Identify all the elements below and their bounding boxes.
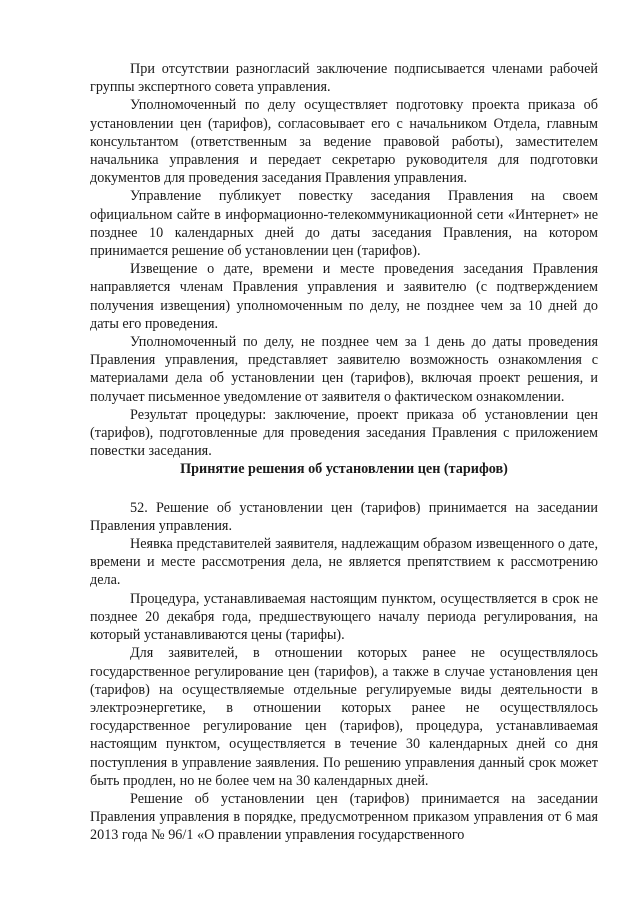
paragraph: Решение об установлении цен (тарифов) принимается на заседании Правления управления в порядке, предусмотренном приказом управления от 6 мая 2013 года № 96/1 «О правлении управления государственного: [90, 790, 598, 844]
paragraph: Уполномоченный по делу осуществляет подготовку проекта приказа об установлении цен (тарифов), согласовывает его с начальником Отдела, главным консультантом (ответственным за ведение правовой работы), заместителем начальника управления и передает секретарю руководителя для подготовки документов для проведения заседания Правления управления.: [90, 97, 598, 187]
paragraph: При отсутствии разногласий заключение подписывается членами рабочей группы экспертного совета управления.: [90, 61, 598, 96]
paragraph: Управление публикует повестку заседания Правления на своем официальном сайте в информационно-телекоммуникационной сети «Интернет» не позднее 10 календарных дней до даты заседания Правления, на котором принимается решение об установлении цен (тарифов).: [90, 188, 598, 260]
paragraph: Неявка представителей заявителя, надлежащим образом извещенного о дате, времени и месте рассмотрения дела, не является препятствием к рассмотрению дела.: [90, 536, 598, 589]
paragraph: Извещение о дате, времени и месте проведения заседания Правления направляется членам Правления управления и заявителю (с подтверждением получения извещения) уполномоченным по делу, не позднее чем за 10 дней до даты его проведения.: [90, 261, 598, 332]
paragraph: 52. Решение об установлении цен (тарифов) принимается на заседании Правления управления.: [90, 499, 598, 534]
paragraph: Процедура, устанавливаемая настоящим пунктом, осуществляется в срок не позднее 20 декабря года, предшествующего началу периода регулирования, на который устанавливаются цены (тарифы).: [90, 590, 598, 644]
paragraph: Для заявителей, в отношении которых ранее не осуществлялось государственное регулирование цен (тарифов), а также в случае установления цен (тарифов) на осуществляемые отдельные регулируемые виды деятельности в электроэнергетике, в отношении которых ранее не осуществлялось государственное регулирование цен (тарифов), процедура, устанавливаемая настоящим пунктом, осуществляется в течение 30 календарных дней со дня поступления в управление заявления. По решению управления данный срок может быть продлен, но не более чем на 30 календарных дней.: [90, 645, 598, 789]
paragraph: Результат процедуры: заключение, проект приказа об установлении цен (тарифов), подготовленные для проведения заседания Правления с приложением повестки заседания.: [90, 406, 598, 460]
paragraph: Уполномоченный по делу, не позднее чем за 1 день до даты проведения Правления управления, представляет заявителю возможность ознакомления с материалами дела об установлении цен (тарифов), включая проект решения, и получает письменное уведомление от заявителя о фактическом ознакомлении.: [90, 334, 598, 405]
section-heading: Принятие решения об установлении цен (тарифов): [180, 461, 508, 478]
